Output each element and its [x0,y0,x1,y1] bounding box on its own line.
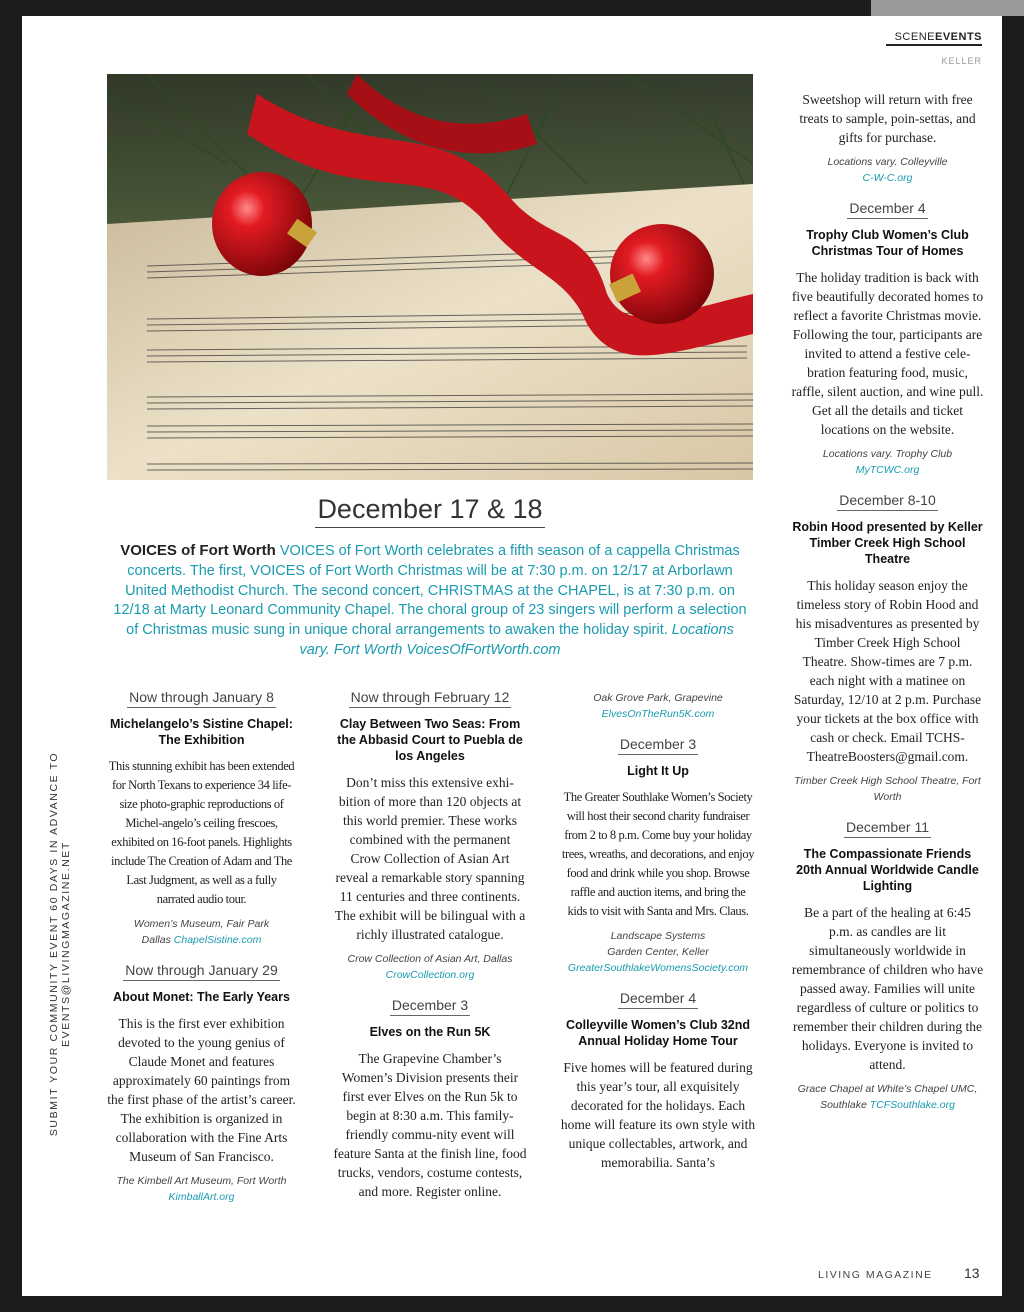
event-elves-location [560,690,756,722]
event-body: This is the first ever exhibition devoted to the young genius of Claude Monet and features approximately 60 paintings from the first phase of the artist’s career. The exhibition is organized in collaboration with the Fine Arts Museum of San Francisco. [107,1016,296,1164]
event-date: Now through January 29 [123,962,280,981]
event-candle-lighting [791,819,984,1113]
event-date: December 3 [618,736,698,755]
event-location [791,446,984,478]
submit-note: SUBMIT YOUR COMMUNITY EVENT 60 DAYS IN ADVANCE TO EVENTS@LIVINGMAGAZINE.NET [48,751,72,1137]
feature-text: VOICES of Fort Worth celebrates a fifth season of a cappella Christmas concerts. The first, VOICES of Fort Worth Christmas will be at 7:30 p.m. on 12/17 at Arborlawn United Methodist Church. The second concert, CHRISTMAS at the CHAPEL, is at 7:30 p.m. on 12/18 at Marty Leonard Community Chapel. The choral group of 23 singers will perform a selection of Christmas music sung in unique choral arrangements to awaken the holiday spirit. [113,543,747,639]
event-link[interactable]: KimballArt.org [168,1191,235,1203]
page-number: 13 [964,1265,980,1281]
feature-date [107,494,753,525]
event-link[interactable]: ChapelSistine.com [173,934,262,946]
event-date: December 3 [390,997,470,1016]
event-date: December 8-10 [837,492,938,511]
event-date: December 4 [618,990,698,1009]
sheet-music-ornaments-image [107,74,753,480]
section-tag [886,31,982,46]
location-text: Locations vary. Colleyville [827,156,948,168]
section-scene: SCENE [894,31,935,43]
feature-photo [107,74,753,480]
event-body: The Greater Southlake Women’s Society will host their second charity fundraiser from 2 to 8 p.m. Come buy your holiday trees, wreaths, and decorations, and enjoy food and drink while you shop. Browse raffle and auction items, and bring the kids to visit with Santa and Mrs. Claus. [561,790,755,918]
event-colleyville-tour [560,990,756,1172]
location-text: Grace Chapel at White’s Chapel UMC, Southlake [797,1083,978,1111]
event-body: The Grapevine Chamber’s Women’s Division presents their first ever Elves on the Run 5k to begin at 8:30 a.m. This family-friendly commu-nity event will feature Santa at the finish line, food trucks, vendors, costume contests, and more. Register online. [333,1051,527,1199]
feature-date-text: December 17 & 18 [315,494,544,528]
column-1 [107,689,296,1219]
event-title: Michelangelo’s Sistine Chapel: The Exhibition [110,717,293,747]
event-body: Sweetshop will return with free treats to sample, poin-settas, and gifts for purchase. [799,92,976,145]
event-location [107,916,296,948]
feature-location: Locations vary. Fort Worth VoicesOfFortWorth.com [299,622,734,658]
event-title: Light It Up [627,764,689,778]
event-clay [333,689,527,983]
event-body: Don’t miss this extensive exhi-bition of more than 120 objects at this world premier. These works combined with the permanent Crow Collection of Asian Art reveal a remarkable story spanning 11 centuries and three continents. The exhibit will be bilingual with a richly illustrated catalogue. [334,775,526,942]
event-elves [333,997,527,1201]
event-link[interactable]: ElvesOnTheRun5K.com [601,708,715,720]
event-title: Elves on the Run 5K [369,1025,491,1039]
event-title: Clay Between Two Seas: From the Abbasid Court to Puebla de los Angeles [337,717,523,763]
event-body: This stunning exhibit has been extended for North Texans to experience 34 life-size photo-graphic reproductions of Michel-angelo’s ceiling frescoes, exhibited on 16-foot panels. Highlights include The Creation of Adam and The Last Judgment, as well as a fully narrated audio tour. [108,759,295,906]
column-3 [560,690,756,1186]
event-title: Colleyville Women’s Club 32nd Annual Holiday Home Tour [565,1018,751,1048]
event-body: Be a part of the healing at 6:45 p.m. as candles are lit simultaneously worldwide in remembrance of children who have passed away. Families will unite regardless of culture or politics to remember their children during the holidays. Everyone is invited to attend. [791,905,984,1072]
event-trophy-club [791,200,984,478]
event-location [791,154,984,186]
event-title: Trophy Club Women’s Club Christmas Tour of Homes [806,228,969,258]
event-link[interactable]: GreaterSouthlakeWomensSociety.com [567,962,749,974]
location-text: Landscape Systems [610,930,706,942]
section-events: EVENTS [934,31,982,43]
event-monet [107,962,296,1205]
event-link[interactable]: TCFSouthlake.org [869,1099,955,1111]
location-text: Crow Collection of Asian Art, Dallas [347,953,513,965]
location-text: Women’s Museum, Fair Park [133,918,270,930]
event-michelangelo [107,689,296,948]
location-city: Dallas [141,934,171,946]
event-body: Five homes will be featured during this year’s tour, all exquisitely decorated for the holidays. Each home will feature its own style with unique collectables, artwork, and memorabilia. Santa’s [560,1060,756,1170]
top-right-bar [871,0,1024,16]
feature-name: VOICES of Fort Worth [120,542,276,559]
event-date: Now through February 12 [349,689,512,708]
event-location [791,1081,984,1113]
location-text: Locations vary. Trophy Club [822,448,953,460]
event-title: About Monet: The Early Years [113,990,290,1004]
event-body: This holiday season enjoy the timeless story of Robin Hood and his misadventures as presented by Timber Creek High School Theatre. Show-times are 7 p.m. each night with a matinee on Saturday, 12/10 at 2 p.m. Purchase your tickets at the box office with cash or check. Email TCHS-TheatreBoosters@gmail.com. [793,578,982,764]
event-title: Robin Hood presented by Keller Timber Creek High School Theatre [792,520,983,566]
event-date: Now through January 8 [127,689,276,708]
event-link[interactable]: C-W-C.org [862,172,913,184]
event-robin-hood [791,492,984,805]
city-tag: KELLER [941,56,982,66]
column-4 [791,90,984,1127]
location-city: Garden Center, Keller [607,946,709,958]
event-location: Timber Creek High School Theatre, Fort Worth [794,775,981,803]
column-2 [333,689,527,1215]
event-location [333,951,527,983]
event-link[interactable]: MyTCWC.org [855,464,920,476]
footer-magazine: LIVING MAGAZINE [818,1269,933,1281]
location-text: Oak Grove Park, Grapevine [593,692,723,704]
event-link[interactable]: CrowCollection.org [385,969,475,981]
event-colleyville-continued [791,90,984,186]
location-text: The Kimbell Art Museum, Fort Worth [116,1175,287,1187]
event-body: The holiday tradition is back with five beautifully decorated homes to reflect a favorite Christmas movie. Following the tour, participants are invited to attend a festive cele-bration featuring food, music, raffle, silent auction, and wine pull. Get all the details and ticket locations on the website. [791,270,984,437]
event-location [560,928,756,976]
event-light-it-up [560,736,756,976]
event-date: December 11 [844,819,931,838]
event-title: The Compassionate Friends 20th Annual Worldwide Candle Lighting [796,847,979,893]
event-date: December 4 [847,200,927,219]
feature-description [112,541,748,661]
event-location [107,1173,296,1205]
event-location [560,690,756,722]
